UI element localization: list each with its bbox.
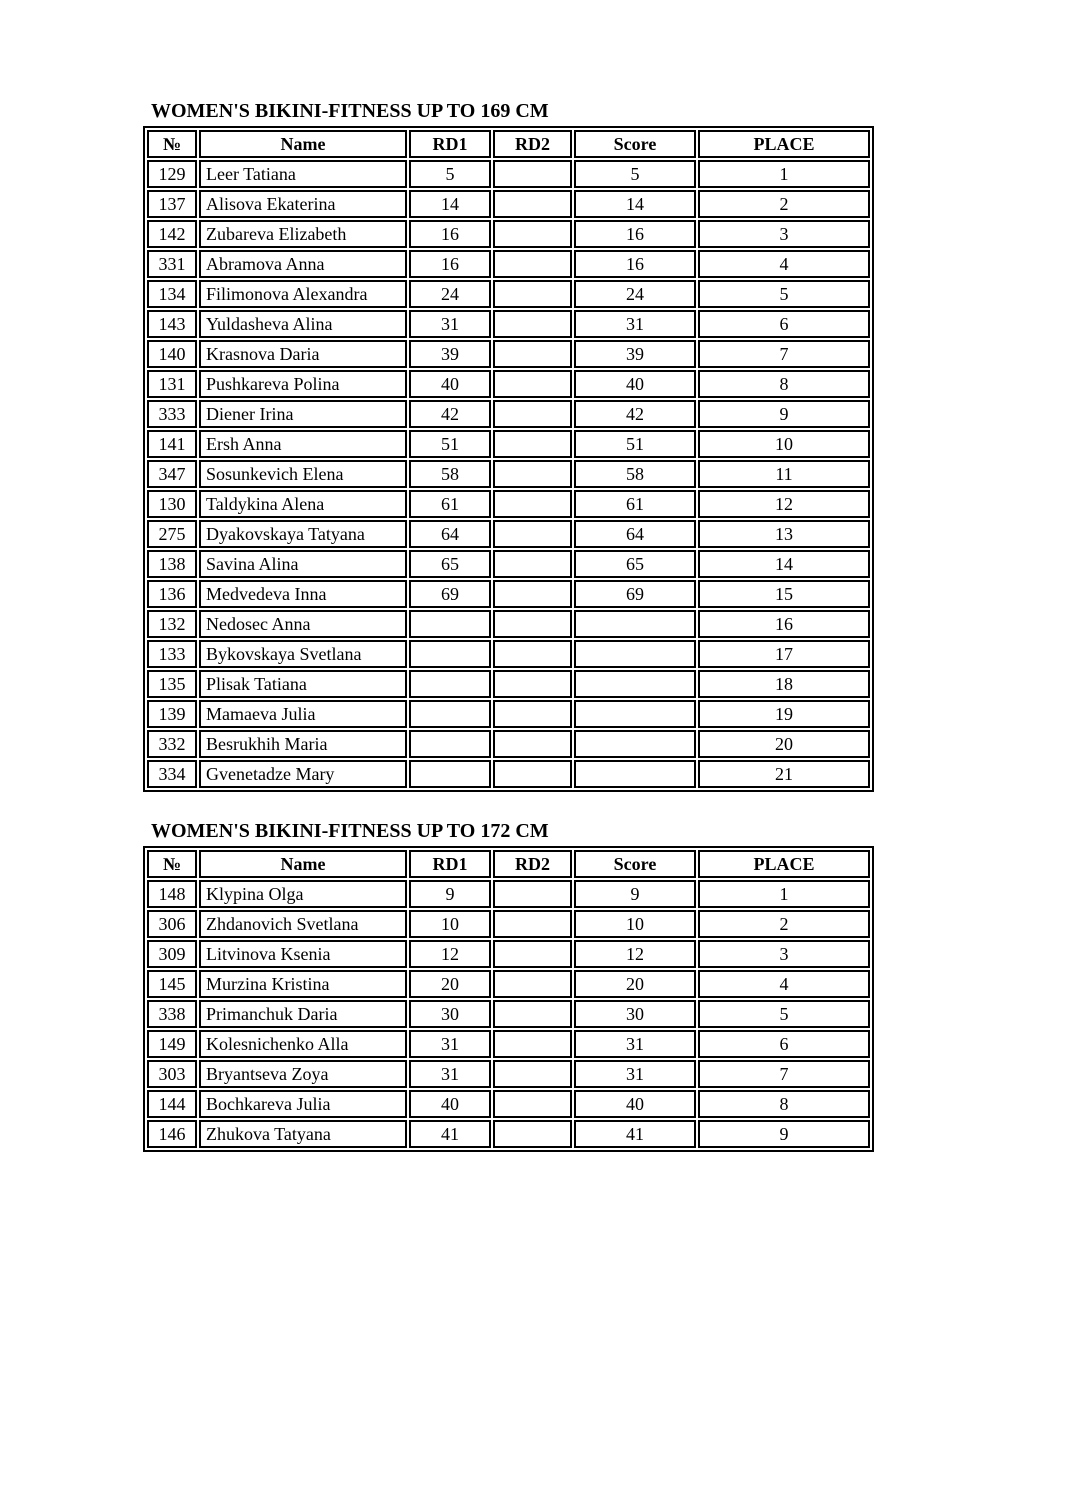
cell-rd1: 20: [409, 970, 491, 998]
cell-athlete-name: Dyakovskaya Tatyana: [199, 520, 407, 548]
cell-place: 2: [698, 190, 870, 218]
cell-score: 40: [574, 1090, 696, 1118]
cell-score: 31: [574, 1060, 696, 1088]
cell-athlete-name: Gvenetadze Mary: [199, 760, 407, 788]
cell-score: 69: [574, 580, 696, 608]
table-row: [147, 1090, 870, 1118]
table-row: [147, 640, 870, 668]
cell-rd1: [409, 640, 491, 668]
cell-athlete-name: Taldykina Alena: [199, 490, 407, 518]
cell-place: 17: [698, 640, 870, 668]
cell-place: 13: [698, 520, 870, 548]
cell-athlete-name: Diener Irina: [199, 400, 407, 428]
table-row: [147, 280, 870, 308]
section-bikini-fitness-169: [143, 99, 883, 792]
cell-place: 20: [698, 730, 870, 758]
cell-score: 51: [574, 430, 696, 458]
cell-place: 7: [698, 340, 870, 368]
cell-rd2: [493, 610, 572, 638]
cell-rd2: [493, 760, 572, 788]
cell-athlete-name: Alisova Ekaterina: [199, 190, 407, 218]
cell-rd1: 10: [409, 910, 491, 938]
table-row: [147, 190, 870, 218]
cell-rd2: [493, 340, 572, 368]
table-row: [147, 970, 870, 998]
cell-rd1: 40: [409, 370, 491, 398]
cell-rd2: [493, 550, 572, 578]
cell-place: 5: [698, 1000, 870, 1028]
cell-rd2: [493, 1120, 572, 1148]
cell-athlete-name: Sosunkevich Elena: [199, 460, 407, 488]
table-row: [147, 220, 870, 248]
cell-score: 16: [574, 250, 696, 278]
cell-rd2: [493, 310, 572, 338]
cell-rd1: 9: [409, 880, 491, 908]
cell-rd1: 69: [409, 580, 491, 608]
cell-athlete-name: Klypina Olga: [199, 880, 407, 908]
cell-place: 8: [698, 370, 870, 398]
cell-rd1: [409, 670, 491, 698]
cell-rd2: [493, 160, 572, 188]
cell-entry-number: 136: [147, 580, 197, 608]
cell-athlete-name: Plisak Tatiana: [199, 670, 407, 698]
cell-score: 24: [574, 280, 696, 308]
cell-rd2: [493, 490, 572, 518]
cell-place: 6: [698, 1030, 870, 1058]
cell-rd2: [493, 400, 572, 428]
cell-place: 2: [698, 910, 870, 938]
cell-entry-number: 149: [147, 1030, 197, 1058]
section-bikini-fitness-172: [143, 819, 883, 1152]
cell-entry-number: 334: [147, 760, 197, 788]
cell-entry-number: 134: [147, 280, 197, 308]
cell-rd1: 16: [409, 250, 491, 278]
cell-score: [574, 610, 696, 638]
cell-rd1: 65: [409, 550, 491, 578]
cell-rd1: 14: [409, 190, 491, 218]
cell-rd2: [493, 970, 572, 998]
cell-athlete-name: Litvinova Ksenia: [199, 940, 407, 968]
table-row: [147, 700, 870, 728]
cell-score: 31: [574, 310, 696, 338]
table-row: [147, 1060, 870, 1088]
cell-rd1: 31: [409, 310, 491, 338]
cell-score: 12: [574, 940, 696, 968]
table-row: [147, 400, 870, 428]
cell-rd1: 41: [409, 1120, 491, 1148]
cell-rd1: 64: [409, 520, 491, 548]
cell-athlete-name: Savina Alina: [199, 550, 407, 578]
cell-entry-number: 347: [147, 460, 197, 488]
cell-score: 40: [574, 370, 696, 398]
cell-entry-number: 146: [147, 1120, 197, 1148]
cell-score: 16: [574, 220, 696, 248]
cell-score: 58: [574, 460, 696, 488]
header-row: [147, 850, 870, 878]
table-title-169cm: WOMEN'S BIKINI-FITNESS UP TO 169 CM: [151, 100, 549, 122]
cell-athlete-name: Filimonova Alexandra: [199, 280, 407, 308]
cell-athlete-name: Pushkareva Polina: [199, 370, 407, 398]
table-row: [147, 1120, 870, 1148]
cell-place: 8: [698, 1090, 870, 1118]
cell-score: 10: [574, 910, 696, 938]
cell-rd2: [493, 910, 572, 938]
cell-score: 39: [574, 340, 696, 368]
cell-rd1: 16: [409, 220, 491, 248]
cell-rd2: [493, 190, 572, 218]
cell-score: 65: [574, 550, 696, 578]
column-header-rd1: RD1: [409, 850, 491, 878]
table-row: [147, 1030, 870, 1058]
cell-entry-number: 133: [147, 640, 197, 668]
cell-rd2: [493, 460, 572, 488]
results-table-169cm: [143, 126, 874, 792]
cell-rd1: 30: [409, 1000, 491, 1028]
cell-entry-number: 333: [147, 400, 197, 428]
cell-entry-number: 139: [147, 700, 197, 728]
cell-entry-number: 331: [147, 250, 197, 278]
cell-rd2: [493, 1060, 572, 1088]
cell-place: 10: [698, 430, 870, 458]
cell-entry-number: 135: [147, 670, 197, 698]
cell-entry-number: 140: [147, 340, 197, 368]
table-row: [147, 580, 870, 608]
cell-score: [574, 670, 696, 698]
cell-athlete-name: Bykovskaya Svetlana: [199, 640, 407, 668]
cell-rd1: 51: [409, 430, 491, 458]
cell-rd1: 5: [409, 160, 491, 188]
cell-place: 15: [698, 580, 870, 608]
table-row: [147, 430, 870, 458]
cell-entry-number: 137: [147, 190, 197, 218]
cell-place: 5: [698, 280, 870, 308]
cell-score: [574, 640, 696, 668]
cell-place: 18: [698, 670, 870, 698]
cell-entry-number: 275: [147, 520, 197, 548]
table-row: [147, 370, 870, 398]
column-header-rd1: RD1: [409, 130, 491, 158]
cell-rd1: 12: [409, 940, 491, 968]
cell-rd2: [493, 370, 572, 398]
cell-entry-number: 131: [147, 370, 197, 398]
cell-rd1: 39: [409, 340, 491, 368]
table-row: [147, 880, 870, 908]
cell-rd2: [493, 250, 572, 278]
cell-rd2: [493, 580, 572, 608]
cell-place: 1: [698, 880, 870, 908]
cell-place: 12: [698, 490, 870, 518]
cell-place: 4: [698, 970, 870, 998]
cell-score: 42: [574, 400, 696, 428]
cell-entry-number: 138: [147, 550, 197, 578]
cell-rd2: [493, 640, 572, 668]
cell-entry-number: 148: [147, 880, 197, 908]
cell-rd2: [493, 520, 572, 548]
table-row: [147, 940, 870, 968]
column-header-entry-number: №: [147, 850, 197, 878]
cell-athlete-name: Kolesnichenko Alla: [199, 1030, 407, 1058]
cell-place: 14: [698, 550, 870, 578]
cell-score: 20: [574, 970, 696, 998]
cell-athlete-name: Bryantseva Zoya: [199, 1060, 407, 1088]
cell-score: 9: [574, 880, 696, 908]
cell-rd1: 24: [409, 280, 491, 308]
column-header-athlete-name: Name: [199, 130, 407, 158]
cell-score: 14: [574, 190, 696, 218]
cell-rd2: [493, 220, 572, 248]
cell-score: [574, 700, 696, 728]
cell-place: 1: [698, 160, 870, 188]
column-header-rd2: RD2: [493, 130, 572, 158]
cell-athlete-name: Zubareva Elizabeth: [199, 220, 407, 248]
cell-entry-number: 303: [147, 1060, 197, 1088]
cell-place: 6: [698, 310, 870, 338]
cell-rd1: 58: [409, 460, 491, 488]
cell-athlete-name: Mamaeva Julia: [199, 700, 407, 728]
column-header-place: PLACE: [698, 130, 870, 158]
cell-athlete-name: Abramova Anna: [199, 250, 407, 278]
cell-entry-number: 129: [147, 160, 197, 188]
cell-score: [574, 760, 696, 788]
cell-rd2: [493, 280, 572, 308]
cell-rd2: [493, 670, 572, 698]
cell-rd1: 61: [409, 490, 491, 518]
cell-rd1: [409, 610, 491, 638]
cell-entry-number: 145: [147, 970, 197, 998]
cell-athlete-name: Primanchuk Daria: [199, 1000, 407, 1028]
column-header-entry-number: №: [147, 130, 197, 158]
column-header-athlete-name: Name: [199, 850, 407, 878]
cell-rd2: [493, 1000, 572, 1028]
table-row: [147, 490, 870, 518]
table-row: [147, 910, 870, 938]
cell-score: 61: [574, 490, 696, 518]
cell-score: 41: [574, 1120, 696, 1148]
cell-athlete-name: Zhukova Tatyana: [199, 1120, 407, 1148]
cell-rd2: [493, 1030, 572, 1058]
cell-rd1: 31: [409, 1030, 491, 1058]
cell-athlete-name: Murzina Kristina: [199, 970, 407, 998]
cell-athlete-name: Medvedeva Inna: [199, 580, 407, 608]
column-header-score: Score: [574, 850, 696, 878]
cell-place: 3: [698, 220, 870, 248]
cell-entry-number: 142: [147, 220, 197, 248]
cell-place: 9: [698, 400, 870, 428]
cell-athlete-name: Besrukhih Maria: [199, 730, 407, 758]
cell-rd2: [493, 700, 572, 728]
cell-entry-number: 141: [147, 430, 197, 458]
table-row: [147, 730, 870, 758]
table-row: [147, 760, 870, 788]
column-header-place: PLACE: [698, 850, 870, 878]
cell-rd1: 42: [409, 400, 491, 428]
cell-athlete-name: Yuldasheva Alina: [199, 310, 407, 338]
results-content: [143, 99, 883, 1152]
cell-entry-number: 332: [147, 730, 197, 758]
cell-entry-number: 130: [147, 490, 197, 518]
cell-rd2: [493, 730, 572, 758]
cell-place: 11: [698, 460, 870, 488]
header-row: [147, 130, 870, 158]
cell-score: 30: [574, 1000, 696, 1028]
cell-entry-number: 338: [147, 1000, 197, 1028]
table-row: [147, 160, 870, 188]
cell-entry-number: 143: [147, 310, 197, 338]
table-row: [147, 460, 870, 488]
table-row: [147, 610, 870, 638]
cell-athlete-name: Bochkareva Julia: [199, 1090, 407, 1118]
cell-athlete-name: Leer Tatiana: [199, 160, 407, 188]
cell-entry-number: 144: [147, 1090, 197, 1118]
cell-rd1: [409, 730, 491, 758]
cell-score: 5: [574, 160, 696, 188]
cell-entry-number: 132: [147, 610, 197, 638]
table-row: [147, 550, 870, 578]
cell-rd1: [409, 760, 491, 788]
cell-entry-number: 309: [147, 940, 197, 968]
cell-athlete-name: Zhdanovich Svetlana: [199, 910, 407, 938]
cell-rd2: [493, 940, 572, 968]
cell-place: 9: [698, 1120, 870, 1148]
cell-rd1: 31: [409, 1060, 491, 1088]
cell-score: 64: [574, 520, 696, 548]
cell-place: 21: [698, 760, 870, 788]
cell-place: 4: [698, 250, 870, 278]
table-row: [147, 340, 870, 368]
cell-rd1: 40: [409, 1090, 491, 1118]
cell-place: 3: [698, 940, 870, 968]
cell-rd2: [493, 430, 572, 458]
column-header-score: Score: [574, 130, 696, 158]
cell-place: 7: [698, 1060, 870, 1088]
table-title-172cm: WOMEN'S BIKINI-FITNESS UP TO 172 CM: [151, 820, 549, 842]
cell-score: [574, 730, 696, 758]
cell-athlete-name: Ersh Anna: [199, 430, 407, 458]
cell-place: 19: [698, 700, 870, 728]
table-row: [147, 670, 870, 698]
cell-rd2: [493, 1090, 572, 1118]
table-row: [147, 1000, 870, 1028]
cell-athlete-name: Krasnova Daria: [199, 340, 407, 368]
column-header-rd2: RD2: [493, 850, 572, 878]
cell-athlete-name: Nedosec Anna: [199, 610, 407, 638]
cell-place: 16: [698, 610, 870, 638]
cell-score: 31: [574, 1030, 696, 1058]
table-row: [147, 520, 870, 548]
cell-entry-number: 306: [147, 910, 197, 938]
results-table-172cm: [143, 846, 874, 1152]
cell-rd2: [493, 880, 572, 908]
cell-rd1: [409, 700, 491, 728]
table-row: [147, 250, 870, 278]
table-row: [147, 310, 870, 338]
